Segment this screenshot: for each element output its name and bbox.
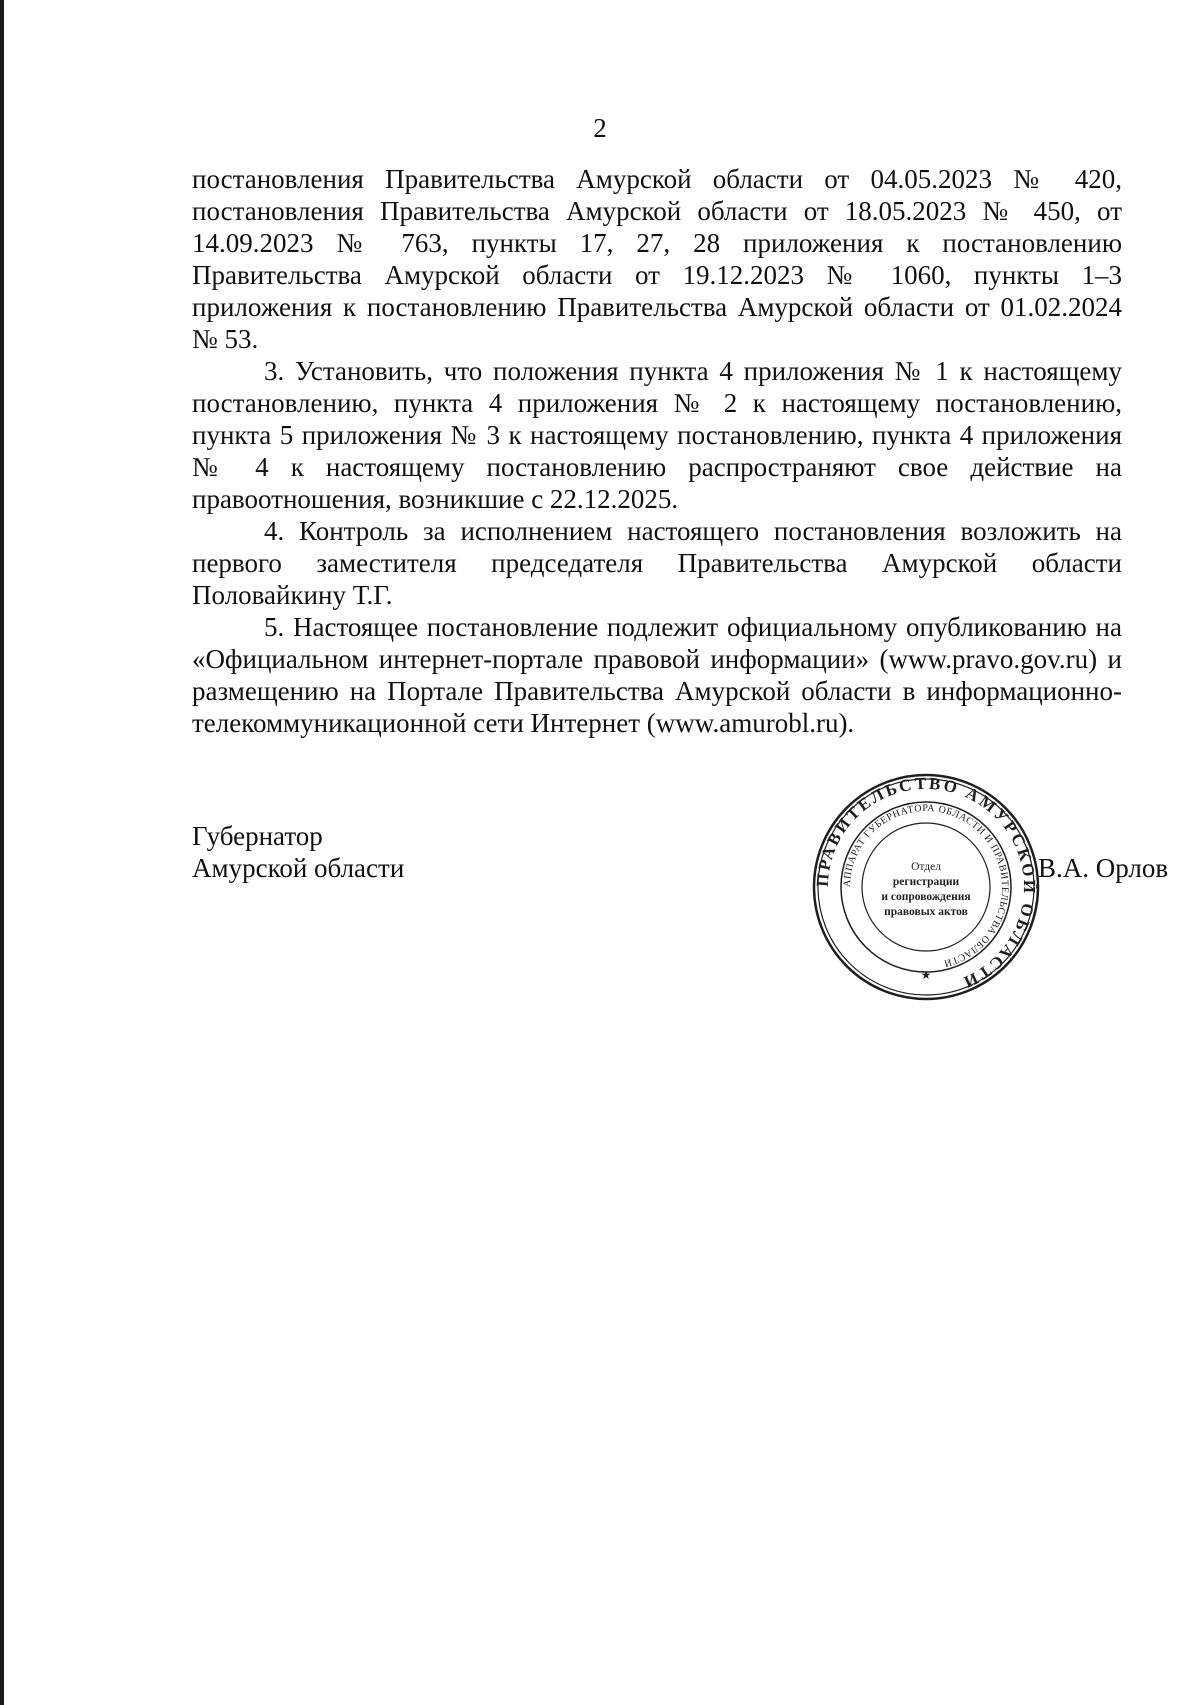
document-body [192, 163, 1122, 739]
official-seal-stamp [811, 772, 1041, 1002]
signatory-name: В.А. Орлов [1038, 853, 1169, 883]
paragraph-continuation: постановления Правительства Амурской области от 04.05.2023 № 420, постановления Правительства Амурской области от 18.05.2023 № 450, от 14.09.2023 № 763, пункты 17, 27, 28 приложения к постановлению Правительства Амурской области от 19.12.2023 № 1060, пункты 1–3 приложения к постановлению Правительства Амурской области от 01.02.2024 № 53. [192, 164, 1122, 354]
scan-left-edge [0, 0, 4, 1705]
stamp-middle-text: АППАРАТ ГУБЕРНАТОРА ОБЛАСТИ И ПРАВИТЕЛЬСТВА ОБЛАСТИ [841, 802, 1011, 969]
page-number: 2 [593, 113, 607, 143]
paragraph-5: 5. Настоящее постановление подлежит официальному опубликованию на «Официальном интернет-портале правовой информации» (www.pravo.gov.ru) и размещению на Портале Правительства Амурской области в информационно-телекоммуникационной сети Интернет (www.amurobl.ru). [192, 612, 1122, 738]
stamp-center-line-2: регистрации [892, 876, 960, 888]
stamp-center-line-4: правовых актов [884, 906, 968, 918]
signatory-position-line-1: Губернатор [192, 821, 323, 851]
signatory-position [192, 820, 404, 884]
stamp-center-line-3: и сопровождения [881, 891, 971, 903]
stamp-star-icon: ★ [920, 968, 932, 982]
paragraph-3: 3. Установить, что положения пункта 4 приложения № 1 к настоящему постановлению, пункта 4 приложения № 2 к настоящему постановлению, пункта 5 приложения № 3 к настоящему постановлению, пункта 4 приложения № 4 к настоящему постановлению распространяют свое действие на правоотношения, возникшие с 22.12.2025. [192, 356, 1122, 514]
stamp-outer-text: ПРАВИТЕЛЬСТВО АМУРСКОЙ ОБЛАСТИ [812, 773, 1040, 993]
stamp-center-line-1: Отдел [911, 861, 941, 873]
signatory-position-line-2: Амурской области [192, 853, 405, 883]
paragraph-4: 4. Контроль за исполнением настоящего постановления возложить на первого заместителя председателя Правительства Амурской области Половайкину Т.Г. [192, 516, 1122, 610]
